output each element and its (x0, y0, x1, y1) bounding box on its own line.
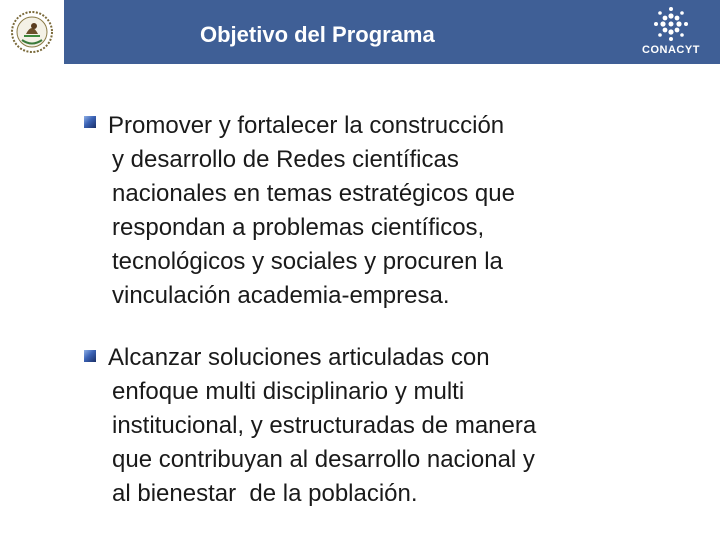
bullet-2-line: al bienestar de la población. (112, 480, 418, 507)
conacyt-logo-icon (628, 6, 714, 44)
bullet-1-line: nacionales en temas estratégicos que (112, 180, 515, 207)
bullet-2-line: que contribuyan al desarrollo nacional y (112, 446, 535, 473)
logo-text: CONACYT (642, 44, 700, 56)
square-bullet-icon (84, 116, 96, 128)
conacyt-logo (628, 6, 714, 60)
bullet-1-line: vinculación academia-empresa. (112, 282, 450, 309)
bullet-2-line: institucional, y estructuradas de manera (112, 412, 537, 439)
square-bullet-icon (84, 350, 96, 362)
mexican-coat-of-arms-icon (0, 0, 64, 64)
page-title: Objetivo del Programa (200, 22, 435, 47)
bullet-2-line: Alcanzar soluciones articuladas con (108, 344, 490, 371)
bullet-1-line: tecnológicos y sociales y procuren la (112, 248, 503, 275)
bullet-1-line: respondan a problemas científicos, (112, 214, 485, 241)
bullet-1-line: Promover y fortalecer la construcción (108, 112, 505, 139)
header (0, 0, 720, 64)
bullet-2-line: enfoque multi disciplinario y multi (112, 378, 465, 405)
bullet-1-line: y desarrollo de Redes científicas (112, 146, 459, 173)
bullet-text-1 (108, 109, 628, 313)
bullet-text-2 (108, 341, 628, 511)
left-logo (0, 0, 64, 64)
